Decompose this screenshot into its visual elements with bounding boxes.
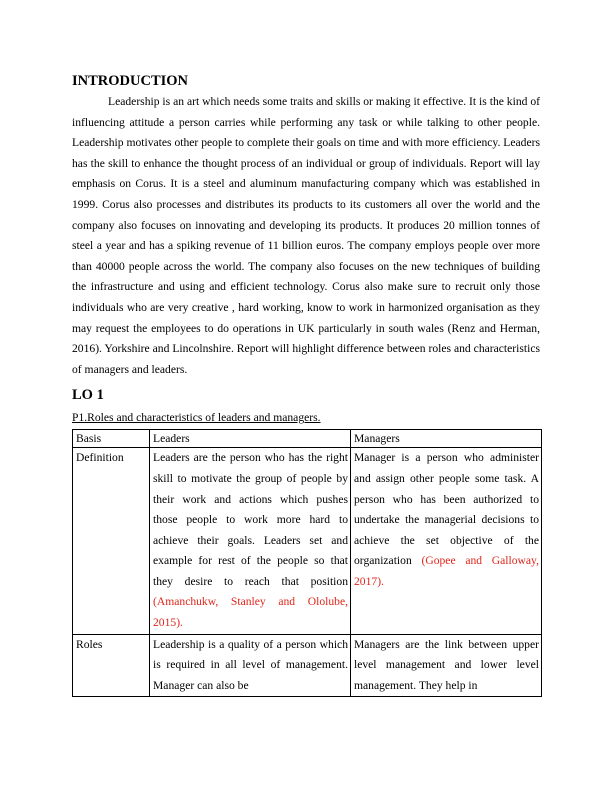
managers-definition-citation: (Gopee and Galloway, 2017). bbox=[354, 554, 539, 588]
leaders-roles-text: Leadership is a quality of a person which is required in all level of management. Manager can also be bbox=[153, 637, 348, 692]
document-page bbox=[72, 72, 540, 697]
cell-basis-roles: Roles bbox=[73, 634, 150, 696]
introduction-heading: INTRODUCTION bbox=[72, 73, 189, 89]
header-leaders: Leaders bbox=[150, 430, 351, 448]
managers-roles-text: Managers are the link between upper level management and lower level management. They help in bbox=[354, 637, 539, 692]
managers-definition-text: Manager is a person who administer and assign other people some task. A person who has been authorized to undertake the managerial decisions to achieve the set objective of the organization bbox=[354, 451, 539, 568]
section-heading-lo1: LO 1 bbox=[72, 387, 104, 404]
cell-managers-roles bbox=[351, 634, 542, 696]
table-row-definition bbox=[73, 448, 542, 634]
leaders-definition-text: Leaders are the person who has the right skill to motivate the group of people by their work and actions which pushes those people to work more hard to achieve their goals. Leaders set and example for rest of the people so that they desire to reach that position bbox=[153, 451, 348, 588]
subheading-p1: P1.Roles and characteristics of leaders and managers. bbox=[72, 411, 321, 425]
header-managers: Managers bbox=[351, 430, 542, 448]
leaders-definition-citation: (Amanchukw, Stanley and Ololube, 2015). bbox=[153, 595, 348, 630]
cell-leaders-roles bbox=[150, 634, 351, 696]
introduction-paragraph: Leadership is an art which needs some traits and skills or making it effective. It is the kind of influencing attitude a person carries while performing any task or while talking to other people. Leadership motivates other people to complete their goals on time and with more efficiency. Leaders has the skill to enhance the thought process of an individual or group of individuals. Report will lay emphasis on Corus. It is a steel and aluminum manufacturing company which was established in 1999. Corus also processes and distributes its products to its customers all over the world and the company also focuses on innovating and developing its products. It produces 20 million tonnes of steel a year and has a spiking revenue of 11 billion euros. The company employs people over more than 40000 people across the world. The company also focuses on the new techniques of building the infrastructure and using and efficient technology. Corus also make sure to recruit only those individuals who are very creative , hard working, know to work in harmonized organisation as they may request the employees to do operations in UK particularly in south wales (Renz and Herman, 2016). Yorkshire and Lincolnshire. Report will highlight difference between roles and characteristics of managers and leaders. bbox=[72, 95, 540, 376]
cell-basis-definition: Definition bbox=[73, 448, 150, 634]
comparison-table bbox=[72, 429, 542, 696]
table-row-roles bbox=[73, 634, 542, 696]
cell-leaders-definition bbox=[150, 448, 351, 634]
cell-managers-definition bbox=[351, 448, 542, 634]
header-basis: Basis bbox=[73, 430, 150, 448]
table-header-row bbox=[73, 430, 542, 448]
